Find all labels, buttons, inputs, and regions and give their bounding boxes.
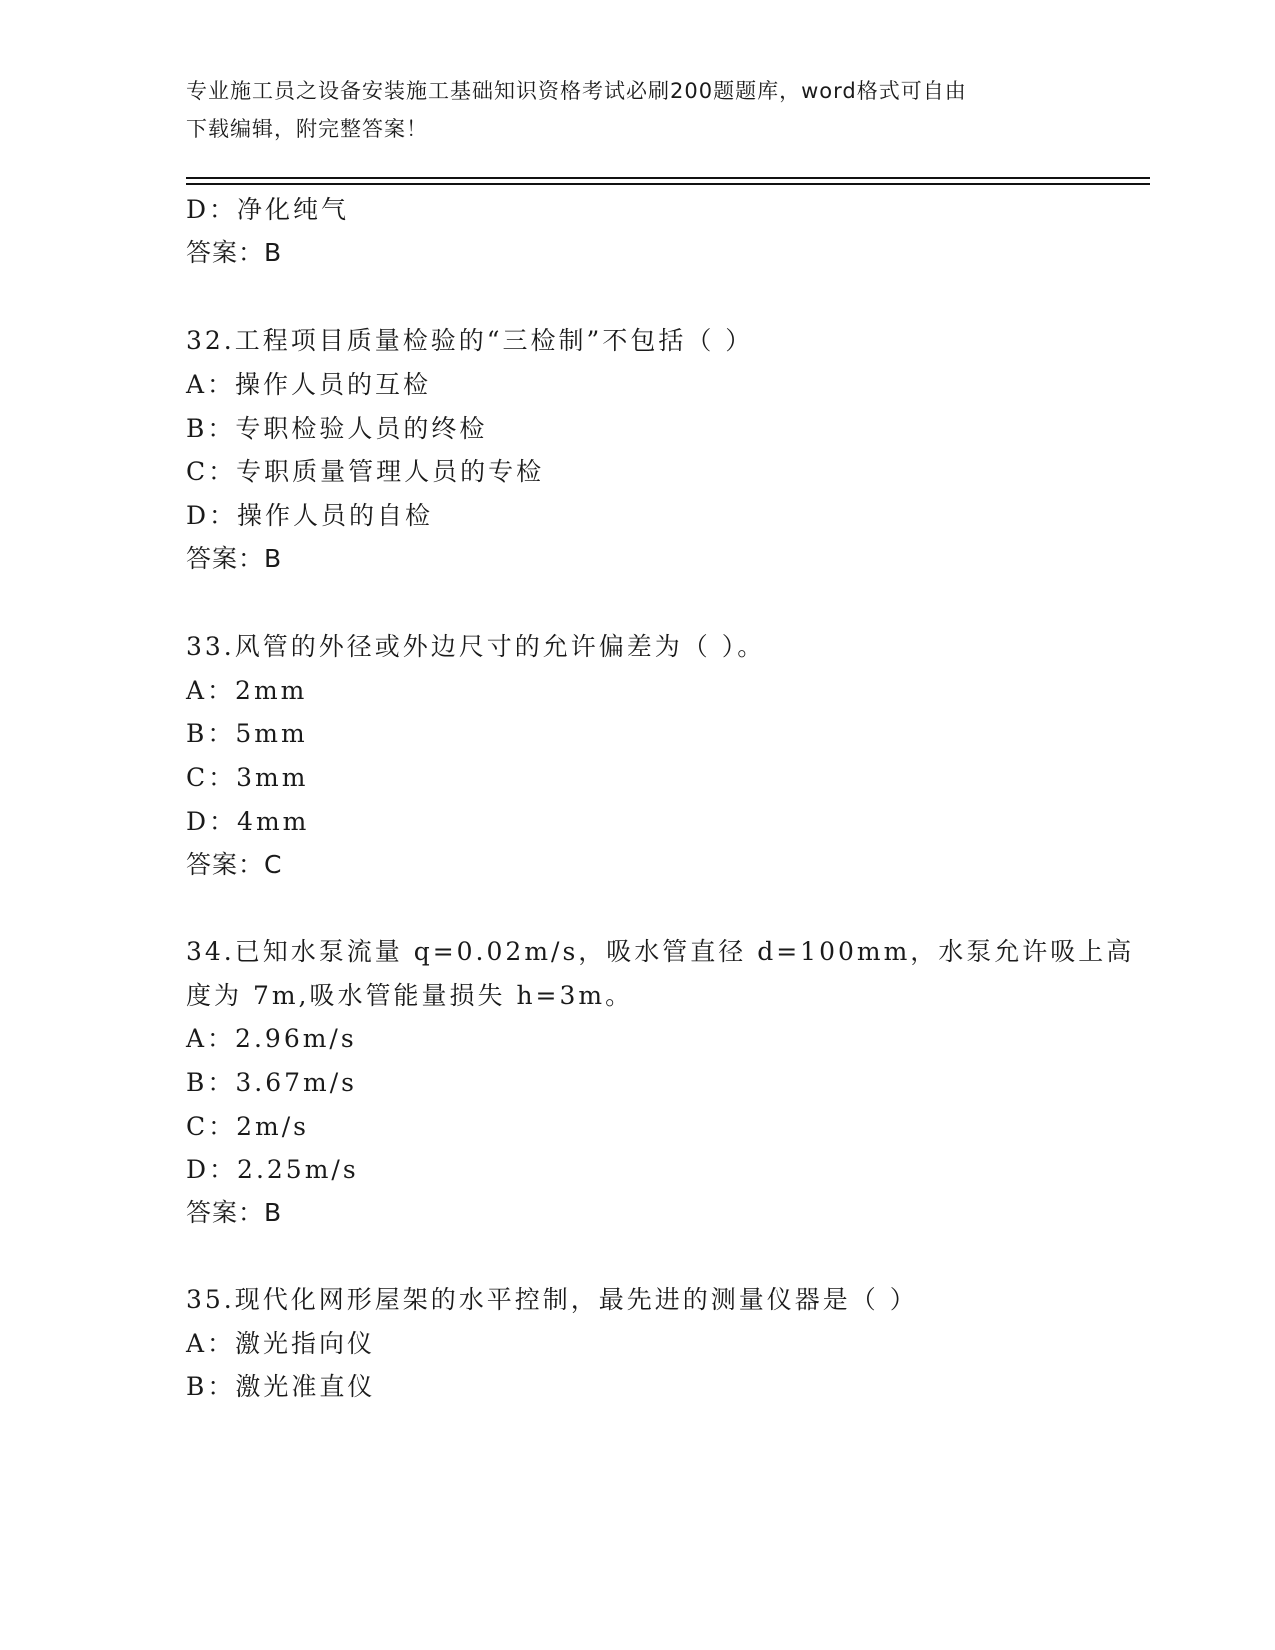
header-line-1: 专业施工员之设备安装施工基础知识资格考试必刷200题题库，word格式可自由 (186, 79, 967, 103)
question-34-answer: 答案：B (186, 1198, 283, 1227)
question-35-option-b: B：激光准直仪 (186, 1372, 376, 1401)
question-35-option-a: A：激光指向仪 (186, 1329, 376, 1358)
question-34-stem-line-1: 34.已知水泵流量 q=0.02m/s，吸水管直径 d=100mm，水泵允许吸上高 (186, 937, 1135, 966)
question-32-option-b: B：专职检验人员的终检 (186, 414, 488, 443)
question-34-option-a: A：2.96m/s (186, 1024, 357, 1053)
prev-option-d: D：净化纯气 (186, 195, 350, 224)
question-34-stem-line-2: 度为 7m,吸水管能量损失 h=3m。 (186, 981, 634, 1010)
question-33-stem: 33.风管的外径或外边尺寸的允许偏差为（ ）。 (186, 632, 766, 661)
document-header (186, 72, 1066, 148)
question-33-option-a: A：2mm (186, 676, 308, 705)
question-32-option-d: D：操作人员的自检 (186, 501, 434, 530)
question-35-stem: 35.现代化网形屋架的水平控制，最先进的测量仪器是（ ） (186, 1285, 918, 1314)
question-33-option-b: B：5mm (186, 719, 308, 748)
question-33-answer: 答案：C (186, 850, 283, 879)
question-32-option-a: A：操作人员的互检 (186, 370, 432, 399)
header-divider-bottom (186, 183, 1150, 185)
question-32-stem: 32.工程项目质量检验的“三检制”不包括（ ） (186, 326, 754, 355)
prev-answer: 答案：B (186, 238, 283, 267)
header-line-2: 下载编辑，附完整答案！ (186, 117, 428, 141)
header-divider-top (186, 177, 1150, 179)
question-34-option-b: B：3.67m/s (186, 1068, 357, 1097)
question-34-option-d: D：2.25m/s (186, 1155, 359, 1184)
question-33-option-d: D：4mm (186, 807, 310, 836)
question-33-option-c: C：3mm (186, 763, 309, 792)
question-32-answer: 答案：B (186, 544, 283, 573)
question-34-option-c: C：2m/s (186, 1112, 309, 1141)
question-32-option-c: C：专职质量管理人员的专检 (186, 457, 545, 486)
